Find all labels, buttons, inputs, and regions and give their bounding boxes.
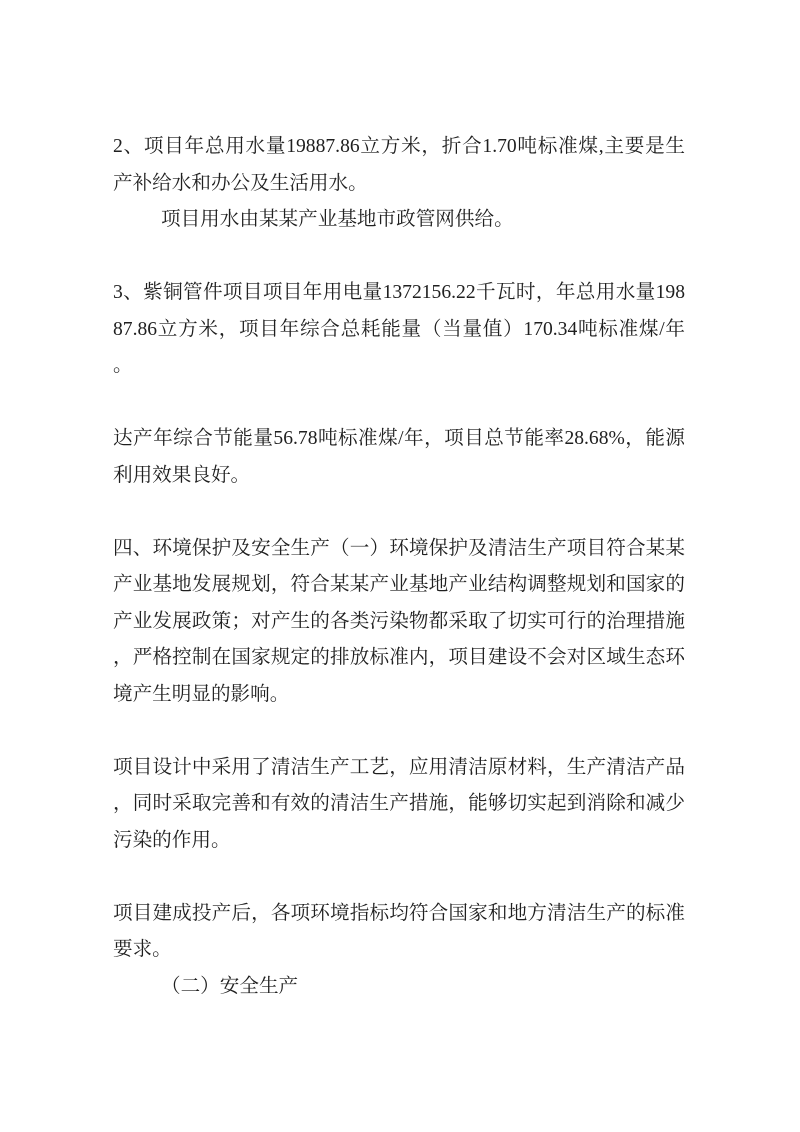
paragraph-annual-electricity-usage: 3、紫铜管件项目项目年用电量1372156.22千瓦时，年总用水量19887.86立方米，项目年综合总耗能量（当量值）170.34吨标准煤/年。 xyxy=(113,282,685,376)
paragraph-annual-water-usage: 2、项目年总用水量19887.86立方米，折合1.70吨标准煤,主要是生产补给水和办公及生活用水。 xyxy=(113,136,685,194)
paragraph-water-supply-source: 项目用水由某某产业基地市政管网供给。 xyxy=(161,209,514,230)
paragraph-energy-saving: 达产年综合节能量56.78吨标准煤/年，项目总节能率28.68%，能源利用效果良好。 xyxy=(113,428,685,486)
paragraph-environmental-protection: 四、环境保护及安全生产（一）环境保护及清洁生产项目符合某某产业基地发展规划，符合某某产业基地产业结构调整规划和国家的产业发展政策；对产生的各类污染物都采取了切实可行的治理措施，严格控制在国家规定的排放标准内，项目建设不会对区域生态环境产生明显的影响。 xyxy=(113,537,685,705)
heading-safety-production: （二）安全生产 xyxy=(161,975,299,997)
paragraph-environmental-standards: 项目建成投产后，各项环境指标均符合国家和地方清洁生产的标准要求。 xyxy=(113,902,685,960)
paragraph-clean-production: 项目设计中采用了清洁生产工艺，应用清洁原材料，生产清洁产品，同时采取完善和有效的清洁生产措施，能够切实起到消除和减少污染的作用。 xyxy=(113,756,685,851)
